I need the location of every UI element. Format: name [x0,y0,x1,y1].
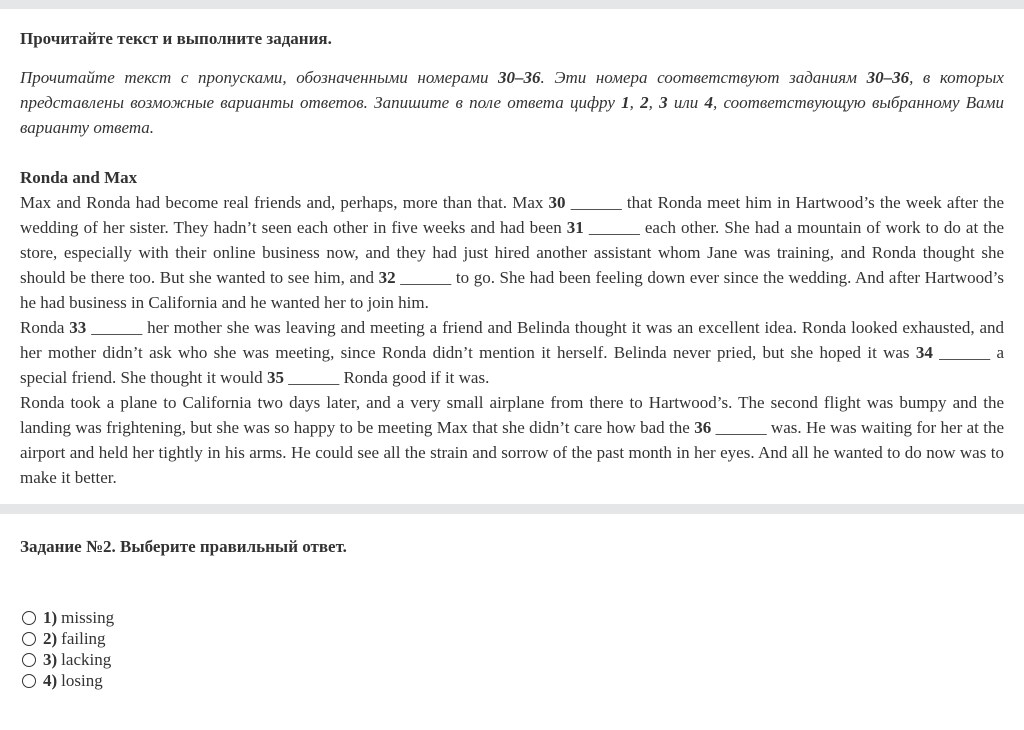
answer-option[interactable] [20,607,1004,628]
gap-number: 35 [266,368,284,387]
gap-blank: ______ [588,218,640,237]
task-range: 30–36 [866,68,910,87]
gap-number: 31 [566,218,584,237]
option-label: failing [61,628,106,648]
section-divider [0,504,1024,514]
answer-options [20,607,1004,691]
option-label: lacking [61,649,112,669]
reading-section [0,9,1024,504]
text-title: Ronda and Max [20,168,138,187]
top-divider [0,0,1024,9]
radio-button[interactable] [22,674,36,688]
question-heading: Задание №2. Выберите правильный ответ. [20,537,347,556]
text-paragraph: Ronda took a plane to California two days later, and a very small airplane from there to Hartwood’s. The second flight was bumpy and the landing was frightening, but she was so happy to be meeting Max that she didn’t care how bad the 36 ______ was. He was waiting for her at the airport and held her tightly in his arms. He could see all the strain and sorrow of the past month in her eyes. And all he wanted to do now was to make it better. [20,393,1004,487]
option-number: 2) [43,628,58,648]
gap-number: 32 [378,268,396,287]
section-heading: Прочитайте текст и выполните задания. [20,29,332,48]
option-label: losing [61,670,103,690]
option-label: missing [61,607,115,627]
question-section [0,514,1024,691]
gap-blank: ______ [400,268,452,287]
instructions: Прочитайте текст с пропусками, обозначенными номерами 30–36. Эти номера соответствуют заданиям 30–36, в которых представлены возможные варианты ответов. Запишите в поле ответа цифру 1, 2, 3 или 4, соответствующую выбранному Вами варианту ответа. [20,68,1005,137]
option-number: 4) [43,670,58,690]
answer-option[interactable] [20,649,1004,670]
option-number: 3) [43,649,58,669]
gap-number: 30 [548,193,566,212]
task-range: 30–36 [498,68,541,87]
answer-option[interactable] [20,628,1004,649]
gap-blank: ______ [570,193,622,212]
gap-blank: ______ [91,318,143,337]
answer-option[interactable] [20,670,1004,691]
text-paragraph: Ronda 33 ______ her mother she was leaving and meeting a friend and Belinda thought it was an excellent idea. Ronda looked exhausted, and her mother didn’t ask who she was meeting, since Ronda didn’t mention it herself. Belinda never pried, but she hoped it was 34 ______ a special friend. She thought it would 35 ______ Ronda good if it was. [20,318,1005,387]
gap-number: 33 [69,318,87,337]
radio-button[interactable] [22,611,36,625]
radio-button[interactable] [22,632,36,646]
gap-blank: ______ [939,343,991,362]
gap-blank: ______ [715,418,767,437]
text-paragraph: Max and Ronda had become real friends and, perhaps, more than that. Max 30 ______ that Ronda meet him in Hartwood’s the week after the wedding of her sister. They hadn’t seen each other in five weeks and had been 31 ______ each other. She had a mountain of work to do at the store, especially with their online business now, and they had just hired another assistant whom Jane was training, and Ronda thought she should be there too. But she wanted to see him, and 32 ______ to go. She had been feeling down ever since the wedding. And after Hartwood’s he had business in California and he wanted her to join him. [20,193,1004,312]
option-number: 1) [43,607,58,627]
radio-button[interactable] [22,653,36,667]
gap-number: 34 [915,343,933,362]
gap-number: 36 [694,418,712,437]
gap-blank: ______ [288,368,340,387]
